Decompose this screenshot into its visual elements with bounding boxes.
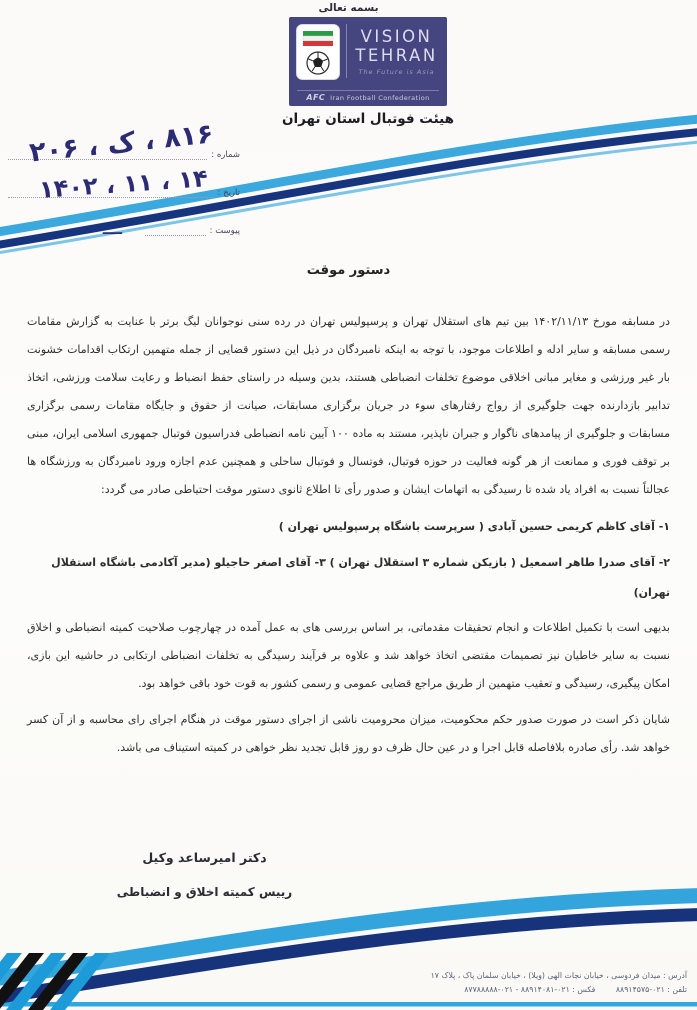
federation-logo (289, 17, 447, 106)
logo-line2: TEHRAN (355, 46, 438, 65)
footer-phones (431, 983, 687, 997)
number-label: شماره : (211, 150, 240, 160)
footer-contact (431, 969, 687, 997)
logo-line1: VISION (360, 27, 433, 46)
logo-wordmark (353, 24, 440, 76)
afc-logo-icon: AFC (306, 93, 326, 102)
signature-block (82, 850, 327, 899)
handwritten-date: ۱۴ ، ۱۱ ، ۱۴۰۲ (38, 164, 209, 204)
paragraph-followup: بدیهی است با تکمیل اطلاعات و انجام تحقیقات مقدماتی، بر اساس بررسی های به عمل آمده در چهارچوب صلاحیت کمیته انضباطی و اخلاق نسبت به سایر خاطیان نیز تصمیمات مقتضی اتخاذ خواهد شد و علاوه بر فرآیند رسیدگی به تخلفات انضباطی ارتکابی در حاشیه این بازی، امکان پیگیری، رسیدگی و تعقیب متهمین از طریق مراجع قضایی عمومی و رسمی کشور به قوت خود باقی خواهد بود. (27, 621, 670, 690)
paragraph-note: شایان ذکر است در صورت صدور حکم محکومیت، میزان محرومیت ناشی از اجرای دستور موقت در هنگام اجرای رای محاسبه و از آن کسر خواهد شد. رأی صادره بلافاصله قابل اجرا و در عین حال ظرف دو روز قابل تجدید نظر خواهی در کمیته استیناف می باشد. (27, 713, 670, 754)
logo-tagline: The Future is Asia (358, 68, 435, 76)
logo-divider (346, 24, 347, 78)
signatory-role: رییس کمیته اخلاق و انضباطی (116, 885, 293, 899)
list-item: ۱- آقای کاظم کریمی حسین آبادی ( سرپرست باشگاه پرسپولیس تهران ) (278, 520, 670, 533)
federation-emblem-icon (296, 24, 340, 80)
letter-title: دستور موقت (306, 263, 391, 278)
corner-stripes-icon (0, 953, 110, 1010)
handwritten-attachment-dash: ــــ (102, 222, 122, 238)
afc-row (297, 90, 439, 102)
paragraph-main: در مسابقه مورخ ۱۴۰۲/۱۱/۱۳ بین تیم های استقلال تهران و پرسپولیس تهران در رده سنی نوجوانان لیگ برتر با عنایت به گزارش مقامات رسمی مسابقه و سایر ادله و اطلاعات موجود، با توجه به اینکه نامبردگان در ذیل این دستور قضایی از جمله متهمین ارتکاب اقدامات خشونت بار غیر ورزشی و مغایر مبانی اخلاقی موضوع تخلفات انضباطی هستند، بدین وسیله در راستای حفظ انضباط و رعایت سلامت ورزشی، اتخاذ تدابیر بازدارنده جهت جلوگیری از رواج رفتارهای سوء در جریان برگزاری مسابقات، صیانت از حقوق و جایگاه مقامات رسمی برگزاری مسابقات و جلوگیری از پیامدهای ناگوار و جبران ناپذیر، مستند به ماده ۱۰۰ آیین نامه انضباطی فدراسیون فوتبال جمهوری اسلامی ایران، مبنی بر توقف فوری و ممانعت از هر گونه فعالیت در حوزه فوتبال، فوتسال و فوتبال ساحلی و همچنین عدم اجازه ورود نامبردگان به ورزشگاه ها عجالتاً نسبت به افراد یاد شده تا رسیدگی به اتهامات ایشان و صدور رأی تا اطلاع ثانوی دستور موقت احتیاطی صادر می گردد: (27, 315, 670, 496)
handwritten-number: ۸۱۶ ، ک ، ۲۰۶ (28, 118, 216, 169)
attachment-label: پیوست : (209, 226, 240, 236)
org-name: هیئت فوتبال استان تهران (282, 111, 454, 127)
afc-confederation-text: Iran Football Confederation (330, 93, 430, 102)
footer-address: آدرس : میدان فردوسی ، خیابان نجات الهی (ویلا) ، خیابان سلمان پاک ، پلاک ۱۷ (430, 971, 687, 980)
letter-meta (8, 118, 240, 238)
attachment-row (145, 222, 240, 236)
letter-body (27, 308, 670, 770)
date-label: تاریخ : (217, 188, 240, 198)
bismillah-text: بسمه تعالی (318, 2, 379, 14)
footer-fax: فکس : ۰۲۱-۸۸۹۱۴۰۸۱ - ۰۲۱-۸۷۷۸۸۸۸۸ (464, 985, 596, 994)
signatory-name: دکتر امیرساعد وکیل (142, 850, 267, 865)
dotted-line (145, 225, 206, 236)
footer-phone: تلفن : ۰۲۱-۸۸۹۱۴۵۷۵ (615, 985, 687, 994)
list-item: ۲- آقای صدرا طاهر اسمعیل ( بازیکن شماره ۳ استقلال تهران ) ۳- آقای اصغر حاجیلو (مدیر آکادمی باشگاه استقلال تهران) (51, 556, 670, 599)
